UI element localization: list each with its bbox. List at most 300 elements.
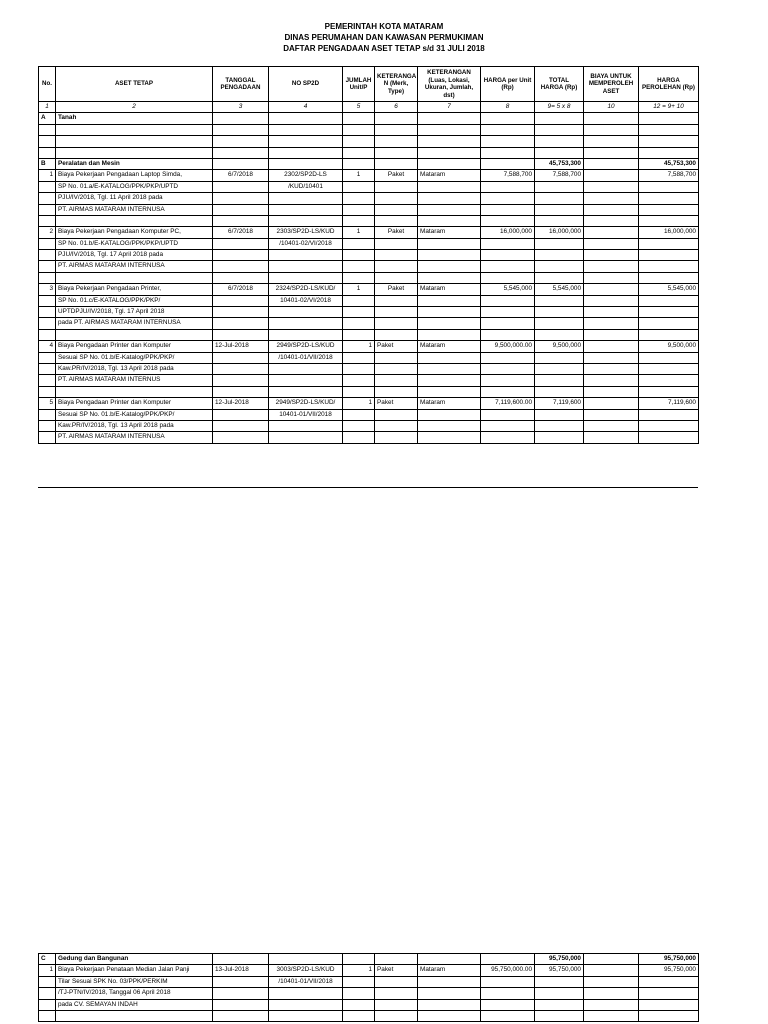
col-jumlah xyxy=(343,420,375,431)
col-harga-unit: 7,588,700 xyxy=(481,170,535,181)
col-total-harga xyxy=(535,238,584,249)
table-row xyxy=(39,261,699,272)
header-col-keterangan-lokasi: KETERANGAN (Luas, Lokasi, Ukuran, Jumlah, dst) xyxy=(418,67,481,102)
col-harga-perolehan xyxy=(639,432,699,443)
col-no xyxy=(39,409,56,420)
col-biaya xyxy=(584,147,639,158)
col-tanggal: 13-Jul-2018 xyxy=(213,965,269,976)
col-no xyxy=(39,386,56,397)
col-biaya xyxy=(584,432,639,443)
col-keterangan-lokasi xyxy=(418,363,481,374)
col-aset-tetap: Sesuai SP No. 01.b/E-Katalog/PPK/PKP/ xyxy=(56,352,213,363)
col-total-harga xyxy=(535,352,584,363)
col-total-harga xyxy=(535,136,584,147)
header-col-tanggal: TANGGAL PENGADAAN xyxy=(213,67,269,102)
col-jumlah: 1 xyxy=(343,965,375,976)
table-row xyxy=(39,375,699,386)
col-biaya xyxy=(584,318,639,329)
col-no-sp2d xyxy=(269,147,343,158)
col-keterangan-merk: Paket xyxy=(375,227,418,238)
col-aset-tetap: SP No. 01.b/E-KATALOG/PPK/PKP/UPTD xyxy=(56,238,213,249)
col-no-sp2d xyxy=(269,954,343,965)
col-harga-perolehan xyxy=(639,193,699,204)
col-no: B xyxy=(39,158,56,169)
col-keterangan-merk xyxy=(375,954,418,965)
table-row xyxy=(39,341,699,352)
col-keterangan-merk xyxy=(375,124,418,135)
col-no-sp2d xyxy=(269,215,343,226)
col-aset-tetap xyxy=(56,1010,213,1021)
col-aset-tetap: Biaya Pekerjaan Pengadaan Komputer PC, xyxy=(56,227,213,238)
col-tanggal xyxy=(213,204,269,215)
col-jumlah: 1 xyxy=(343,341,375,352)
col-aset-tetap: PT. AIRMAS MATARAM INTERNUSA xyxy=(56,204,213,215)
col-jumlah xyxy=(343,250,375,261)
col-keterangan-lokasi xyxy=(418,193,481,204)
col-keterangan-merk xyxy=(375,158,418,169)
col-harga-perolehan xyxy=(639,307,699,318)
col-aset-tetap xyxy=(56,329,213,340)
col-jumlah xyxy=(343,999,375,1010)
col-keterangan-merk xyxy=(375,1010,418,1021)
table-row xyxy=(39,420,699,431)
col-harga-perolehan: 16,000,000 xyxy=(639,227,699,238)
col-keterangan-merk xyxy=(375,352,418,363)
col-harga-perolehan xyxy=(639,420,699,431)
table-row xyxy=(39,976,699,987)
col-jumlah xyxy=(343,158,375,169)
col-keterangan-merk xyxy=(375,113,418,124)
table-row xyxy=(39,386,699,397)
col-keterangan-lokasi xyxy=(418,318,481,329)
table-row xyxy=(39,284,699,295)
col-no xyxy=(39,307,56,318)
col-keterangan-lokasi xyxy=(418,352,481,363)
col-keterangan-lokasi xyxy=(418,432,481,443)
col-no-sp2d: 2302/SP2D-LS xyxy=(269,170,343,181)
table-row xyxy=(39,307,699,318)
col-aset-tetap: PT. AIRMAS MATARAM INTERNUS xyxy=(56,375,213,386)
col-harga-perolehan xyxy=(639,261,699,272)
col-keterangan-lokasi: Mataram xyxy=(418,398,481,409)
col-harga-unit xyxy=(481,124,535,135)
table-row xyxy=(39,363,699,374)
col-keterangan-merk xyxy=(375,329,418,340)
column-number: 7 xyxy=(418,102,481,113)
col-jumlah xyxy=(343,318,375,329)
col-harga-perolehan xyxy=(639,375,699,386)
col-tanggal xyxy=(213,386,269,397)
col-aset-tetap: Biaya Pengadaan Printer dan Komputer xyxy=(56,398,213,409)
col-harga-unit xyxy=(481,250,535,261)
col-no-sp2d xyxy=(269,193,343,204)
col-harga-unit xyxy=(481,147,535,158)
col-no: 5 xyxy=(39,398,56,409)
col-harga-unit xyxy=(481,295,535,306)
col-harga-unit xyxy=(481,193,535,204)
col-biaya xyxy=(584,124,639,135)
column-number: 2 xyxy=(56,102,213,113)
col-aset-tetap: pada CV. SEMAYAN INDAH xyxy=(56,999,213,1010)
col-no-sp2d: 2949/SP2D-LS/KUD/ xyxy=(269,398,343,409)
col-aset-tetap: Tanah xyxy=(56,113,213,124)
col-aset-tetap: Biaya Pekerjaan Pengadaan Laptop Simda, xyxy=(56,170,213,181)
col-total-harga: 5,545,000 xyxy=(535,284,584,295)
col-harga-unit: 7,119,600.00 xyxy=(481,398,535,409)
col-keterangan-lokasi: Mataram xyxy=(418,170,481,181)
col-tanggal: 12-Jul-2018 xyxy=(213,341,269,352)
col-no-sp2d xyxy=(269,329,343,340)
col-no-sp2d xyxy=(269,432,343,443)
col-harga-unit xyxy=(481,1010,535,1021)
col-keterangan-lokasi xyxy=(418,261,481,272)
col-keterangan-merk xyxy=(375,375,418,386)
col-jumlah xyxy=(343,204,375,215)
col-harga-unit xyxy=(481,363,535,374)
col-tanggal xyxy=(213,352,269,363)
table-row xyxy=(39,999,699,1010)
col-tanggal xyxy=(213,432,269,443)
col-tanggal xyxy=(213,250,269,261)
col-harga-perolehan xyxy=(639,318,699,329)
table-row xyxy=(39,124,699,135)
col-total-harga xyxy=(535,272,584,283)
col-keterangan-merk xyxy=(375,386,418,397)
col-harga-perolehan: 7,588,700 xyxy=(639,170,699,181)
col-keterangan-merk xyxy=(375,272,418,283)
col-total-harga xyxy=(535,193,584,204)
table-row xyxy=(39,215,699,226)
col-no xyxy=(39,420,56,431)
col-tanggal xyxy=(213,318,269,329)
table-row xyxy=(39,113,699,124)
col-keterangan-merk xyxy=(375,261,418,272)
col-harga-perolehan: 95,750,000 xyxy=(639,954,699,965)
col-no xyxy=(39,1010,56,1021)
table-row xyxy=(39,158,699,169)
col-tanggal xyxy=(213,976,269,987)
column-number: 6 xyxy=(375,102,418,113)
col-total-harga xyxy=(535,295,584,306)
col-harga-perolehan: 5,545,000 xyxy=(639,284,699,295)
col-harga-unit xyxy=(481,181,535,192)
col-total-harga xyxy=(535,420,584,431)
col-no-sp2d xyxy=(269,307,343,318)
col-total-harga xyxy=(535,307,584,318)
col-jumlah xyxy=(343,1010,375,1021)
col-no-sp2d xyxy=(269,363,343,374)
col-tanggal xyxy=(213,113,269,124)
col-tanggal xyxy=(213,215,269,226)
col-no-sp2d xyxy=(269,113,343,124)
col-biaya xyxy=(584,1010,639,1021)
col-tanggal: 12-Jul-2018 xyxy=(213,398,269,409)
col-tanggal xyxy=(213,363,269,374)
column-number: 4 xyxy=(269,102,343,113)
col-no-sp2d xyxy=(269,420,343,431)
col-aset-tetap xyxy=(56,272,213,283)
col-harga-unit xyxy=(481,113,535,124)
col-harga-unit xyxy=(481,409,535,420)
col-keterangan-lokasi xyxy=(418,113,481,124)
col-no-sp2d xyxy=(269,204,343,215)
col-total-harga xyxy=(535,363,584,374)
col-harga-perolehan xyxy=(639,295,699,306)
col-no xyxy=(39,988,56,999)
col-jumlah: 1 xyxy=(343,227,375,238)
col-tanggal xyxy=(213,272,269,283)
col-harga-perolehan xyxy=(639,386,699,397)
column-number: 1 xyxy=(39,102,56,113)
col-aset-tetap: Biaya Pekerjaan Penataan Median Jalan Panji xyxy=(56,965,213,976)
col-aset-tetap: UPTDPJU/IV/2018, Tgl. 17 April 2018 xyxy=(56,307,213,318)
col-keterangan-lokasi xyxy=(418,420,481,431)
col-aset-tetap: SP No. 01.a/E-KATALOG/PPK/PKP/UPTD xyxy=(56,181,213,192)
col-aset-tetap: Kaw.PR/IV/2018, Tgl. 13 April 2018 pada xyxy=(56,363,213,374)
col-harga-unit xyxy=(481,352,535,363)
col-no xyxy=(39,295,56,306)
col-aset-tetap: SP No. 01.c/E-KATALOG/PPK/PKP/ xyxy=(56,295,213,306)
col-biaya xyxy=(584,386,639,397)
col-total-harga xyxy=(535,1010,584,1021)
col-harga-perolehan xyxy=(639,352,699,363)
col-keterangan-lokasi xyxy=(418,409,481,420)
col-keterangan-lokasi xyxy=(418,124,481,135)
col-jumlah xyxy=(343,147,375,158)
col-no xyxy=(39,136,56,147)
col-harga-unit xyxy=(481,375,535,386)
col-no-sp2d xyxy=(269,375,343,386)
col-no-sp2d: /KUD/10401 xyxy=(269,181,343,192)
col-harga-perolehan xyxy=(639,136,699,147)
table-row xyxy=(39,1010,699,1021)
col-total-harga xyxy=(535,113,584,124)
col-keterangan-merk xyxy=(375,409,418,420)
col-harga-unit xyxy=(481,238,535,249)
col-jumlah: 1 xyxy=(343,398,375,409)
col-biaya xyxy=(584,375,639,386)
col-keterangan-merk xyxy=(375,147,418,158)
table-row xyxy=(39,954,699,965)
col-total-harga xyxy=(535,386,584,397)
col-biaya xyxy=(584,215,639,226)
col-keterangan-merk xyxy=(375,976,418,987)
col-tanggal xyxy=(213,124,269,135)
col-aset-tetap: Kaw.PR/IV/2018, Tgl. 13 April 2018 pada xyxy=(56,420,213,431)
col-jumlah xyxy=(343,432,375,443)
col-aset-tetap: pada PT. AIRMAS MATARAM INTERNUSA xyxy=(56,318,213,329)
col-tanggal: 6/7/2018 xyxy=(213,284,269,295)
col-no xyxy=(39,363,56,374)
col-no: C xyxy=(39,954,56,965)
col-harga-perolehan: 45,753,300 xyxy=(639,158,699,169)
col-total-harga: 95,750,000 xyxy=(535,965,584,976)
col-jumlah xyxy=(343,113,375,124)
col-no-sp2d xyxy=(269,988,343,999)
col-jumlah: 1 xyxy=(343,170,375,181)
col-jumlah xyxy=(343,409,375,420)
col-harga-perolehan xyxy=(639,272,699,283)
col-total-harga xyxy=(535,999,584,1010)
col-harga-perolehan xyxy=(639,147,699,158)
col-jumlah xyxy=(343,352,375,363)
col-no xyxy=(39,238,56,249)
col-no-sp2d: /10401-02/VI/2018 xyxy=(269,238,343,249)
col-no-sp2d xyxy=(269,124,343,135)
col-biaya xyxy=(584,976,639,987)
col-harga-perolehan: 95,750,000 xyxy=(639,965,699,976)
col-jumlah xyxy=(343,193,375,204)
col-total-harga xyxy=(535,215,584,226)
col-tanggal xyxy=(213,181,269,192)
col-keterangan-lokasi xyxy=(418,329,481,340)
table-row xyxy=(39,432,699,443)
col-harga-unit xyxy=(481,261,535,272)
col-aset-tetap: Gedung dan Bangunan xyxy=(56,954,213,965)
col-biaya xyxy=(584,352,639,363)
col-total-harga xyxy=(535,375,584,386)
col-keterangan-lokasi xyxy=(418,386,481,397)
col-aset-tetap: Peralatan dan Mesin xyxy=(56,158,213,169)
col-biaya xyxy=(584,341,639,352)
col-jumlah xyxy=(343,124,375,135)
col-biaya xyxy=(584,170,639,181)
col-harga-perolehan xyxy=(639,999,699,1010)
header-row xyxy=(39,67,699,102)
col-jumlah xyxy=(343,261,375,272)
col-tanggal xyxy=(213,375,269,386)
col-no-sp2d xyxy=(269,272,343,283)
col-no xyxy=(39,215,56,226)
col-biaya xyxy=(584,988,639,999)
col-total-harga: 7,588,700 xyxy=(535,170,584,181)
header-col-harga-unit: HARGA per Unit (Rp) xyxy=(481,67,535,102)
col-harga-perolehan xyxy=(639,204,699,215)
col-no: A xyxy=(39,113,56,124)
col-harga-perolehan xyxy=(639,988,699,999)
col-tanggal xyxy=(213,1010,269,1021)
col-harga-unit: 16,000,000 xyxy=(481,227,535,238)
col-no xyxy=(39,261,56,272)
col-harga-unit xyxy=(481,329,535,340)
col-total-harga xyxy=(535,432,584,443)
col-harga-perolehan xyxy=(639,1010,699,1021)
col-aset-tetap: PT. AIRMAS MATARAM INTERNUSA xyxy=(56,261,213,272)
col-no-sp2d: /10401-01/VII/2018 xyxy=(269,352,343,363)
column-number: 5 xyxy=(343,102,375,113)
col-no xyxy=(39,272,56,283)
col-biaya xyxy=(584,272,639,283)
title-line-3: DAFTAR PENGADAAN ASET TETAP s/d 31 JULI 2018 xyxy=(283,44,485,53)
col-no xyxy=(39,329,56,340)
col-keterangan-lokasi: Mataram xyxy=(418,284,481,295)
col-no-sp2d: /10401-01/VII/2018 xyxy=(269,976,343,987)
header-col-no: No. xyxy=(39,67,56,102)
col-aset-tetap: /TJ-PTN/IV/2018, Tanggal 06 April 2018 xyxy=(56,988,213,999)
col-keterangan-merk xyxy=(375,307,418,318)
col-harga-unit xyxy=(481,136,535,147)
col-total-harga: 95,750,000 xyxy=(535,954,584,965)
col-no-sp2d: 2949/SP2D-LS/KUD xyxy=(269,341,343,352)
col-total-harga xyxy=(535,409,584,420)
header-col-aset-tetap: ASET TETAP xyxy=(56,67,213,102)
col-keterangan-merk xyxy=(375,295,418,306)
col-keterangan-lokasi xyxy=(418,215,481,226)
column-number: 9= 5 x 8 xyxy=(535,102,584,113)
col-biaya xyxy=(584,227,639,238)
table-row xyxy=(39,147,699,158)
col-harga-unit xyxy=(481,420,535,431)
col-jumlah xyxy=(343,238,375,249)
col-jumlah xyxy=(343,181,375,192)
col-tanggal xyxy=(213,147,269,158)
table-row xyxy=(39,295,699,306)
col-no xyxy=(39,352,56,363)
col-no xyxy=(39,318,56,329)
col-harga-unit xyxy=(481,954,535,965)
col-tanggal xyxy=(213,954,269,965)
col-harga-perolehan xyxy=(639,215,699,226)
col-no-sp2d xyxy=(269,1010,343,1021)
col-total-harga xyxy=(535,329,584,340)
col-keterangan-lokasi xyxy=(418,954,481,965)
column-number-row xyxy=(39,102,699,113)
col-keterangan-lokasi xyxy=(418,1010,481,1021)
col-keterangan-merk xyxy=(375,999,418,1010)
header-col-jumlah: JUMLAH Unit/P xyxy=(343,67,375,102)
col-harga-unit xyxy=(481,215,535,226)
col-no xyxy=(39,432,56,443)
table-row xyxy=(39,227,699,238)
col-no xyxy=(39,999,56,1010)
col-biaya xyxy=(584,295,639,306)
col-keterangan-merk: Paket xyxy=(375,398,418,409)
col-harga-unit: 9,500,000.00 xyxy=(481,341,535,352)
col-total-harga xyxy=(535,261,584,272)
col-aset-tetap xyxy=(56,136,213,147)
col-total-harga xyxy=(535,181,584,192)
col-aset-tetap: PJU/IV/2018, Tgl. 17 April 2018 pada xyxy=(56,250,213,261)
header-col-harga-perolehan: HARGA PEROLEHAN (Rp) xyxy=(639,67,699,102)
col-biaya xyxy=(584,250,639,261)
col-harga-perolehan xyxy=(639,113,699,124)
col-no xyxy=(39,193,56,204)
col-biaya xyxy=(584,329,639,340)
col-biaya xyxy=(584,261,639,272)
col-keterangan-lokasi xyxy=(418,147,481,158)
col-harga-perolehan xyxy=(639,363,699,374)
col-aset-tetap: Biaya Pengadaan Printer dan Komputer xyxy=(56,341,213,352)
col-keterangan-merk xyxy=(375,420,418,431)
col-total-harga xyxy=(535,204,584,215)
col-harga-perolehan: 7,119,600 xyxy=(639,398,699,409)
table-row xyxy=(39,398,699,409)
col-harga-perolehan xyxy=(639,976,699,987)
col-keterangan-merk: Paket xyxy=(375,965,418,976)
col-aset-tetap xyxy=(56,386,213,397)
col-jumlah xyxy=(343,329,375,340)
table-row xyxy=(39,136,699,147)
col-keterangan-lokasi: Mataram xyxy=(418,341,481,352)
col-jumlah xyxy=(343,954,375,965)
col-harga-perolehan xyxy=(639,329,699,340)
table-row xyxy=(39,318,699,329)
col-biaya xyxy=(584,965,639,976)
col-keterangan-lokasi xyxy=(418,181,481,192)
col-keterangan-lokasi xyxy=(418,375,481,386)
col-keterangan-merk xyxy=(375,193,418,204)
col-harga-unit xyxy=(481,432,535,443)
